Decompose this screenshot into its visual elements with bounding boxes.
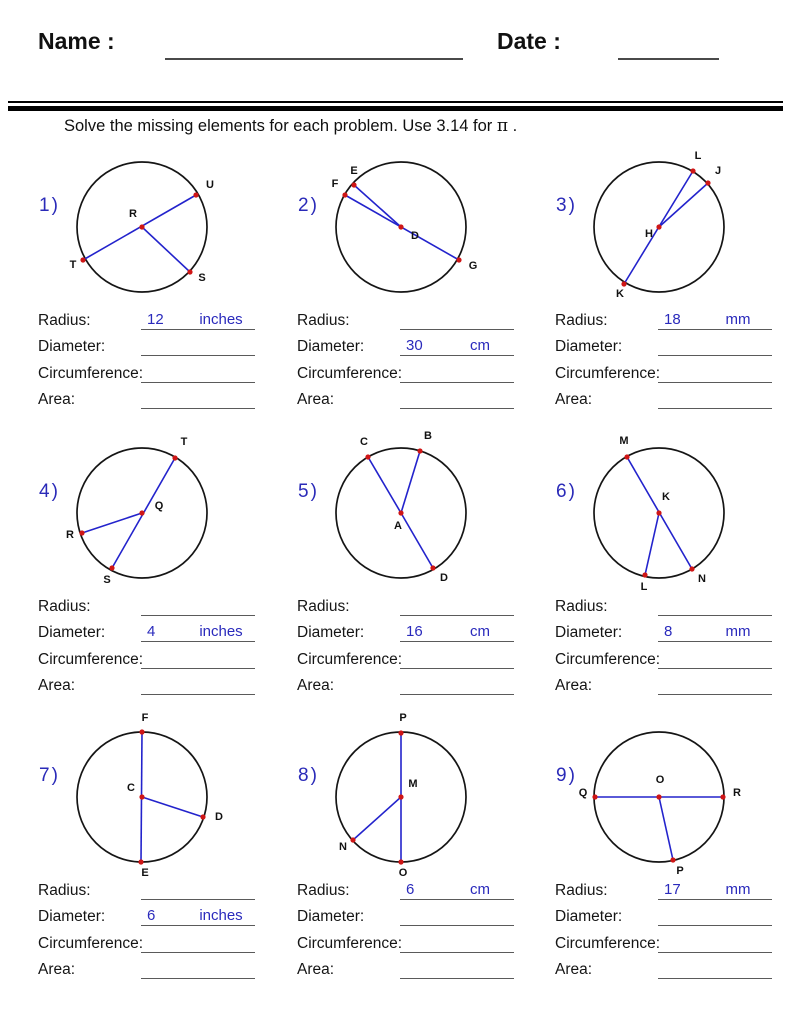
answer-line[interactable] — [141, 388, 255, 409]
problem-number: 4) — [39, 481, 60, 502]
center-dot — [139, 224, 144, 229]
point-label: P — [399, 712, 407, 724]
chord-line — [142, 227, 190, 272]
problem-card — [37, 423, 277, 708]
answer-line[interactable] — [658, 309, 772, 330]
point-dot — [79, 530, 84, 535]
field-label: Circumference: — [38, 364, 144, 382]
point-label: R — [66, 529, 74, 541]
field-label: Diameter: — [38, 338, 106, 356]
answer-value: 4 — [147, 623, 156, 641]
point-dot — [624, 454, 629, 459]
answer-row — [38, 648, 258, 674]
point-dot — [642, 572, 647, 577]
chord-line — [659, 183, 708, 227]
point-label: L — [694, 150, 702, 162]
problem-card — [37, 137, 277, 422]
center-label: K — [662, 491, 670, 503]
field-label: Circumference: — [555, 934, 661, 952]
instruction-text — [64, 116, 517, 136]
problem-card — [554, 423, 791, 708]
answer-unit: mm — [725, 881, 751, 898]
answer-unit: cm — [470, 623, 490, 641]
answer-row — [297, 621, 517, 647]
point-dot — [592, 794, 597, 799]
field-label: Radius: — [297, 882, 350, 899]
answer-line[interactable] — [141, 958, 255, 979]
answer-line[interactable] — [400, 309, 514, 330]
instruction-prefix: Solve the missing elements for each problem. Use 3.14 for — [64, 117, 497, 135]
answer-row — [38, 674, 258, 700]
answer-row — [555, 595, 775, 621]
point-dot — [193, 192, 198, 197]
answer-row — [555, 932, 775, 958]
answer-row — [297, 388, 517, 414]
center-label: C — [127, 782, 135, 794]
point-label: G — [468, 260, 478, 272]
divider-rule — [8, 101, 783, 111]
answer-row — [555, 958, 775, 984]
field-label: Diameter: — [555, 338, 623, 356]
problem-number: 5) — [298, 481, 319, 502]
point-label: D — [440, 572, 448, 584]
point-dot — [670, 857, 675, 862]
center-label: Q — [154, 500, 164, 512]
instruction-suffix: . — [508, 117, 518, 135]
point-dot — [365, 454, 370, 459]
problem-number: 9) — [556, 765, 577, 786]
field-label: Area: — [38, 390, 76, 408]
answer-row — [297, 932, 517, 958]
pi-symbol: π — [496, 116, 509, 136]
answer-line[interactable] — [141, 879, 255, 900]
field-label: Diameter: — [297, 624, 365, 642]
field-label: Radius: — [297, 598, 350, 615]
answer-row — [38, 388, 258, 414]
answer-row — [38, 879, 258, 905]
answer-line[interactable] — [658, 362, 772, 383]
point-dot — [621, 281, 626, 286]
chord-line — [142, 797, 203, 817]
name-label: Name : — [38, 28, 115, 54]
field-label: Diameter: — [297, 908, 365, 926]
problem-card — [296, 137, 536, 422]
answer-unit: inches — [199, 311, 243, 328]
problem-number: 3) — [556, 195, 577, 216]
problem-card — [554, 137, 791, 422]
answer-value: 6 — [406, 881, 415, 898]
point-label: R — [733, 787, 741, 799]
point-label: C — [360, 436, 368, 448]
center-dot — [139, 794, 144, 799]
field-label: Area: — [297, 676, 335, 694]
chord-line — [401, 513, 433, 568]
answer-row — [555, 309, 775, 335]
point-label: E — [141, 867, 149, 879]
answer-value: 30 — [406, 337, 423, 355]
answer-row — [297, 309, 517, 335]
answer-row — [297, 958, 517, 984]
problem-number: 2) — [298, 195, 319, 216]
center-dot — [139, 510, 144, 515]
answer-value: 16 — [406, 623, 423, 641]
field-label: Radius: — [38, 312, 91, 329]
answer-line[interactable] — [141, 621, 255, 642]
field-label: Area: — [38, 960, 76, 978]
answer-line[interactable] — [141, 309, 255, 330]
point-dot — [398, 730, 403, 735]
point-dot — [417, 448, 422, 453]
point-label: B — [424, 430, 432, 442]
answer-row — [555, 648, 775, 674]
circle-diagram — [296, 423, 506, 603]
answer-line[interactable] — [400, 674, 514, 695]
chord-line — [368, 457, 401, 513]
point-label: M — [619, 435, 629, 447]
answer-row — [297, 674, 517, 700]
field-label: Diameter: — [38, 624, 106, 642]
answer-line[interactable] — [658, 905, 772, 926]
chord-line — [401, 451, 420, 513]
field-label: Diameter: — [38, 908, 106, 926]
answer-row — [555, 621, 775, 647]
point-dot — [430, 565, 435, 570]
field-label: Radius: — [297, 312, 350, 329]
answer-unit: inches — [199, 907, 243, 925]
circle-diagram — [37, 137, 247, 317]
chord-line — [659, 797, 673, 860]
point-label: Q — [578, 787, 588, 799]
date-label: Date : — [497, 28, 561, 54]
answer-row — [297, 362, 517, 388]
point-dot — [172, 455, 177, 460]
chord-line — [354, 185, 401, 227]
center-dot — [656, 510, 661, 515]
name-line[interactable] — [165, 58, 463, 60]
answer-line[interactable] — [141, 648, 255, 669]
answer-row — [555, 905, 775, 931]
answer-line[interactable] — [400, 362, 514, 383]
field-label: Circumference: — [297, 650, 403, 668]
answer-line[interactable] — [658, 335, 772, 356]
center-label: A — [394, 520, 402, 532]
answer-value: 6 — [147, 907, 156, 925]
answer-line[interactable] — [658, 674, 772, 695]
field-label: Area: — [297, 390, 335, 408]
answer-row — [555, 674, 775, 700]
problem-card — [554, 707, 791, 992]
answer-row — [297, 879, 517, 905]
field-label: Area: — [555, 960, 593, 978]
center-dot — [398, 224, 403, 229]
answer-unit: cm — [470, 337, 490, 355]
point-dot — [705, 180, 710, 185]
answer-row — [38, 932, 258, 958]
answer-value: 17 — [664, 881, 681, 898]
problem-number: 1) — [39, 195, 60, 216]
point-dot — [200, 814, 205, 819]
point-dot — [690, 168, 695, 173]
answer-row — [555, 335, 775, 361]
point-label: K — [616, 288, 624, 300]
point-dot — [80, 257, 85, 262]
answer-line[interactable] — [141, 674, 255, 695]
point-label: T — [69, 259, 77, 271]
answer-row — [297, 335, 517, 361]
answer-line[interactable] — [141, 335, 255, 356]
center-label: R — [129, 208, 137, 220]
circle-diagram — [554, 137, 764, 317]
field-label: Radius: — [555, 312, 608, 329]
point-label: O — [398, 867, 408, 879]
chord-line — [645, 513, 659, 575]
answer-row — [555, 388, 775, 414]
field-label: Circumference: — [38, 650, 144, 668]
answer-line[interactable] — [658, 388, 772, 409]
answer-row — [38, 621, 258, 647]
point-label: S — [103, 574, 111, 586]
center-label: O — [655, 774, 665, 786]
date-line[interactable] — [618, 58, 719, 60]
point-dot — [342, 192, 347, 197]
answer-row — [38, 595, 258, 621]
circle-diagram — [37, 423, 247, 603]
circle-diagram — [296, 137, 506, 317]
answer-line[interactable] — [141, 595, 255, 616]
field-label: Circumference: — [297, 364, 403, 382]
problem-number: 7) — [39, 765, 60, 786]
field-label: Circumference: — [555, 650, 661, 668]
answer-row — [38, 905, 258, 931]
answer-line[interactable] — [658, 879, 772, 900]
chord-line — [353, 797, 401, 840]
field-label: Radius: — [555, 598, 608, 615]
point-dot — [350, 837, 355, 842]
field-label: Radius: — [38, 882, 91, 899]
point-label: D — [215, 811, 223, 823]
problem-number: 6) — [556, 481, 577, 502]
answer-row — [297, 905, 517, 931]
answer-line[interactable] — [400, 958, 514, 979]
point-label: F — [331, 178, 339, 190]
answer-line[interactable] — [400, 595, 514, 616]
answer-line[interactable] — [400, 879, 514, 900]
point-dot — [398, 859, 403, 864]
field-label: Radius: — [555, 882, 608, 899]
center-dot — [398, 510, 403, 515]
answer-line[interactable] — [658, 932, 772, 953]
answer-line[interactable] — [400, 388, 514, 409]
answer-line[interactable] — [141, 932, 255, 953]
answer-line[interactable] — [400, 648, 514, 669]
answer-row — [297, 595, 517, 621]
problem-number: 8) — [298, 765, 319, 786]
point-dot — [689, 566, 694, 571]
point-dot — [109, 565, 114, 570]
field-label: Diameter: — [555, 908, 623, 926]
center-dot — [656, 794, 661, 799]
field-label: Area: — [297, 960, 335, 978]
answer-line[interactable] — [141, 905, 255, 926]
answer-row — [38, 335, 258, 361]
answer-unit: cm — [470, 881, 490, 898]
center-label: D — [411, 230, 419, 242]
answer-row — [555, 879, 775, 905]
point-dot — [139, 729, 144, 734]
center-dot — [656, 224, 661, 229]
field-label: Diameter: — [297, 338, 365, 356]
point-dot — [720, 794, 725, 799]
center-dot — [398, 794, 403, 799]
answer-unit: mm — [725, 311, 751, 328]
answer-line[interactable] — [400, 335, 514, 356]
field-label: Area: — [38, 676, 76, 694]
circle-diagram — [554, 423, 764, 603]
point-label: E — [350, 165, 358, 177]
answer-line[interactable] — [658, 621, 772, 642]
center-label: H — [645, 228, 653, 240]
answer-row — [38, 362, 258, 388]
point-dot — [456, 257, 461, 262]
field-label: Circumference: — [297, 934, 403, 952]
point-label: L — [640, 581, 648, 593]
problem-card — [296, 707, 536, 992]
point-label: F — [141, 712, 149, 724]
point-label: N — [698, 573, 706, 585]
answer-line[interactable] — [658, 648, 772, 669]
answer-value: 18 — [664, 311, 681, 328]
answer-unit: inches — [199, 623, 243, 641]
center-label: M — [408, 778, 418, 790]
problem-card — [296, 423, 536, 708]
point-label: S — [198, 272, 206, 284]
answer-row — [38, 309, 258, 335]
answer-row — [555, 362, 775, 388]
answer-line[interactable] — [141, 362, 255, 383]
answer-line[interactable] — [400, 932, 514, 953]
answer-line[interactable] — [658, 595, 772, 616]
circle-diagram — [37, 707, 247, 887]
point-label: J — [714, 165, 722, 177]
answer-row — [38, 958, 258, 984]
field-label: Radius: — [38, 598, 91, 615]
point-label: T — [180, 436, 188, 448]
point-label: N — [339, 841, 347, 853]
answer-unit: mm — [725, 623, 751, 641]
point-dot — [351, 182, 356, 187]
point-label: P — [676, 865, 684, 877]
point-dot — [138, 859, 143, 864]
answer-value: 12 — [147, 311, 164, 328]
answer-value: 8 — [664, 623, 673, 641]
field-label: Area: — [555, 390, 593, 408]
circle-diagram — [554, 707, 764, 887]
answer-row — [297, 648, 517, 674]
field-label: Diameter: — [555, 624, 623, 642]
field-label: Circumference: — [38, 934, 144, 952]
circle-diagram — [296, 707, 506, 887]
answer-line[interactable] — [400, 905, 514, 926]
point-label: U — [206, 179, 214, 191]
answer-line[interactable] — [658, 958, 772, 979]
answer-line[interactable] — [400, 621, 514, 642]
problem-card — [37, 707, 277, 992]
field-label: Area: — [555, 676, 593, 694]
field-label: Circumference: — [555, 364, 661, 382]
point-dot — [187, 269, 192, 274]
